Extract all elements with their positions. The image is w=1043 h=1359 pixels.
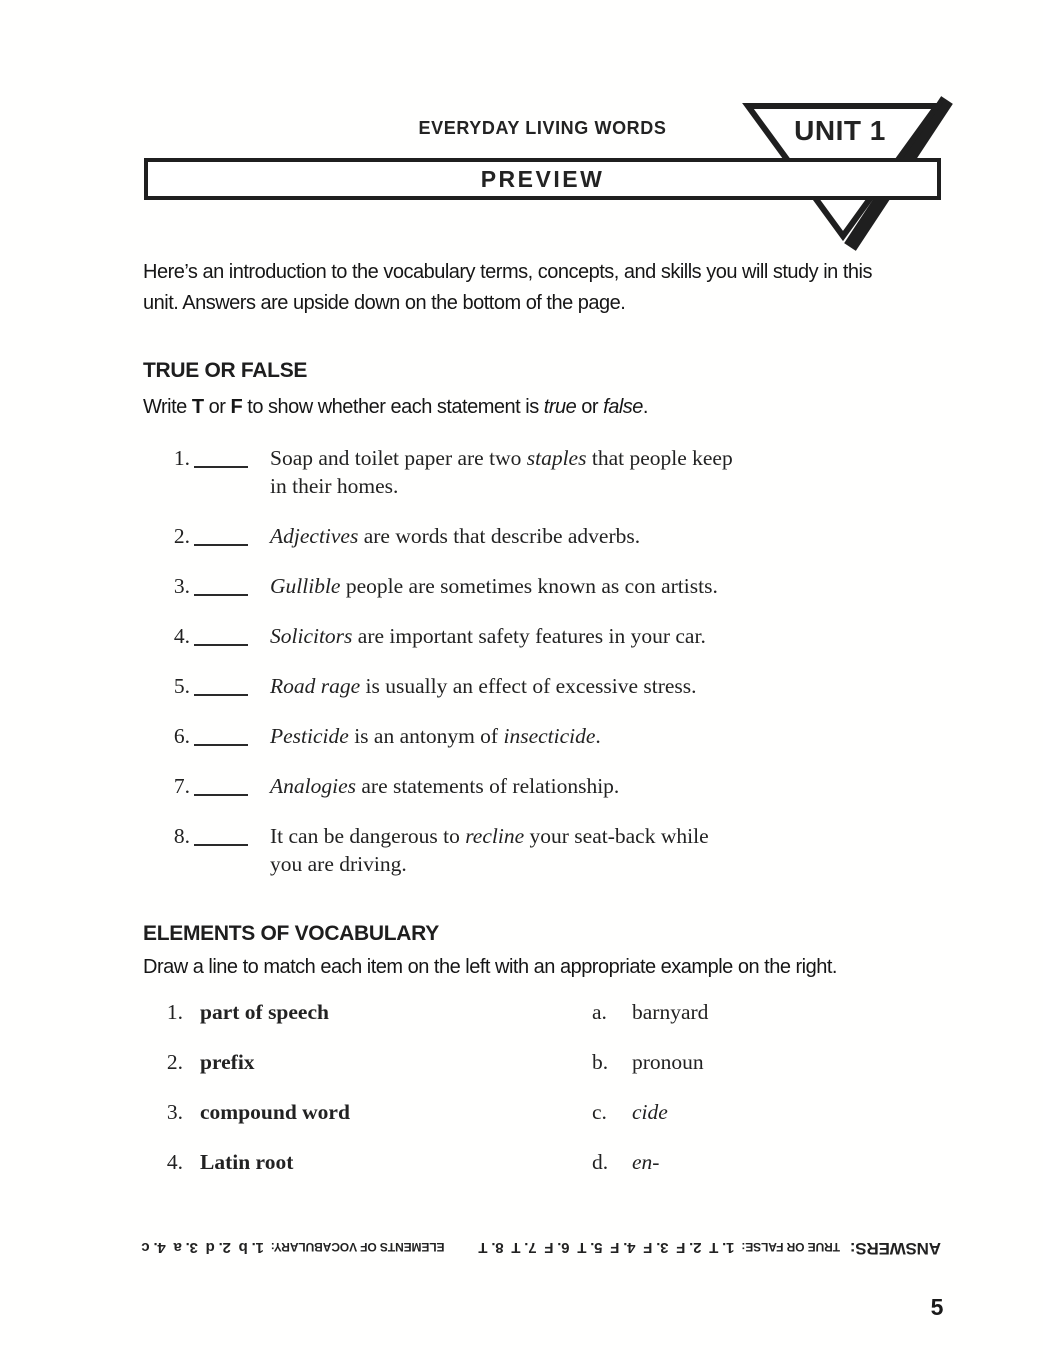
statement-line xyxy=(270,822,709,850)
preview-banner xyxy=(144,158,941,200)
statement-text xyxy=(270,622,706,650)
text-segment: Write xyxy=(143,396,192,418)
item-number: 1. xyxy=(173,446,190,470)
answer-blank xyxy=(194,622,248,646)
text-segment: F xyxy=(230,396,243,418)
answer-blank xyxy=(194,672,248,696)
term-label: compound word xyxy=(200,1100,350,1124)
answer-blank xyxy=(194,444,248,468)
text-segment: you are driving. xyxy=(270,852,407,876)
statement-line xyxy=(270,522,640,550)
true-false-item xyxy=(143,444,923,500)
banner-title: PREVIEW xyxy=(480,165,605,192)
term-number: 2. xyxy=(166,1050,183,1074)
answers-line xyxy=(141,1226,941,1258)
text-segment: or xyxy=(203,396,231,418)
answers-section-label: TRUE OR FALSE: xyxy=(741,1240,841,1254)
term-label: prefix xyxy=(200,1050,255,1074)
example-label: en- xyxy=(632,1150,660,1174)
item-number: 7. xyxy=(173,774,190,798)
statement-text xyxy=(270,672,697,700)
statement-line xyxy=(270,772,619,800)
statement-text xyxy=(270,572,718,600)
text-segment: true xyxy=(543,396,577,418)
text-segment: Adjectives xyxy=(270,524,359,548)
series-title: EVERYDAY LIVING WORDS xyxy=(418,118,667,138)
statement-line xyxy=(270,722,601,750)
true-false-instruction xyxy=(143,396,648,419)
text-segment: are important safety features in your car. xyxy=(352,624,706,648)
text-segment: It can be dangerous to xyxy=(270,824,466,848)
item-number: 4. xyxy=(173,624,190,648)
text-segment: . xyxy=(642,396,648,418)
example-label: barnyard xyxy=(632,1000,709,1024)
text-segment: Road rage xyxy=(270,674,361,698)
statement-line xyxy=(270,444,733,472)
example-letter: c. xyxy=(592,1100,607,1124)
true-false-item xyxy=(143,672,923,700)
answer-blank xyxy=(194,572,248,596)
match-list xyxy=(143,1000,863,1200)
term-label: Latin root xyxy=(200,1150,294,1174)
item-number: 2. xyxy=(173,524,190,548)
example-label: cide xyxy=(632,1100,668,1124)
term-number: 1. xyxy=(166,1000,183,1024)
answer-blank xyxy=(194,822,248,846)
text-segment: your seat-back while xyxy=(524,824,709,848)
answers-label: ANSWERS: xyxy=(850,1239,941,1258)
text-segment: to show whether each statement is xyxy=(242,396,544,418)
match-row xyxy=(143,1150,863,1176)
true-false-item xyxy=(143,822,923,878)
text-segment: people are sometimes known as con artists. xyxy=(340,574,718,598)
term-label: part of speech xyxy=(200,1000,329,1024)
answers-section-values: 1. T 2. F 3. F 4. F 5. T 6. F 7. T 8. T xyxy=(478,1239,735,1256)
true-false-item xyxy=(143,572,923,600)
vocabulary-instruction: Draw a line to match each item on the left with an appropriate example on the right. xyxy=(143,956,837,978)
statement-text xyxy=(270,522,640,550)
text-segment: are words that describe adverbs. xyxy=(358,524,641,548)
text-segment: T xyxy=(191,396,204,418)
match-row xyxy=(143,1100,863,1126)
text-segment: in their homes. xyxy=(270,474,399,498)
statement-line xyxy=(270,850,709,878)
text-segment: . xyxy=(595,724,601,748)
statement-line xyxy=(270,672,697,700)
page-number: 5 xyxy=(930,1294,944,1320)
true-false-item xyxy=(143,722,923,750)
item-number: 8. xyxy=(173,824,190,848)
statement-line xyxy=(270,572,718,600)
answer-blank xyxy=(194,722,248,746)
statement-line xyxy=(270,472,733,500)
statement-text xyxy=(270,444,733,500)
text-segment: insecticide xyxy=(503,724,596,748)
item-number: 6. xyxy=(173,724,190,748)
item-number: 5. xyxy=(173,674,190,698)
example-letter: a. xyxy=(592,1000,607,1024)
statement-text xyxy=(270,722,601,750)
text-segment: staples xyxy=(526,446,587,470)
match-row xyxy=(143,1000,863,1026)
text-segment: Pesticide xyxy=(270,724,349,748)
answer-blank xyxy=(194,772,248,796)
statement-text xyxy=(270,772,619,800)
true-false-item xyxy=(143,772,923,800)
text-segment: Soap and toilet paper are two xyxy=(270,446,527,470)
text-segment: is an antonym of xyxy=(348,724,504,748)
true-false-item xyxy=(143,522,923,550)
text-segment: recline xyxy=(465,824,525,848)
answer-blank xyxy=(194,522,248,546)
statement-line xyxy=(270,622,706,650)
text-segment: false xyxy=(603,396,643,418)
match-row xyxy=(143,1050,863,1076)
answers-section-values: 1. b 2. d 3. a 4. c xyxy=(141,1239,264,1256)
answers-section-label: ELEMENTS OF VOCABULARY: xyxy=(270,1240,445,1254)
vocabulary-heading: ELEMENTS OF VOCABULARY xyxy=(143,922,439,945)
text-segment: or xyxy=(576,396,604,418)
text-segment: that people keep xyxy=(586,446,733,470)
term-number: 3. xyxy=(166,1100,183,1124)
item-number: 3. xyxy=(173,574,190,598)
text-segment: Gullible xyxy=(270,574,341,598)
true-false-item xyxy=(143,622,923,650)
text-segment: are statements of relationship. xyxy=(356,774,620,798)
example-letter: d. xyxy=(592,1150,609,1174)
example-label: pronoun xyxy=(632,1050,704,1074)
term-number: 4. xyxy=(166,1150,183,1174)
true-false-heading: TRUE OR FALSE xyxy=(143,359,308,382)
text-segment: Analogies xyxy=(270,774,356,798)
statement-text xyxy=(270,822,709,878)
text-segment: Solicitors xyxy=(270,624,353,648)
example-letter: b. xyxy=(592,1050,609,1074)
text-segment: is usually an effect of excessive stress. xyxy=(360,674,697,698)
intro-paragraph: Here’s an introduction to the vocabulary terms, concepts, and skills you will study in this unit. Answers are upside down on the bottom of the page. xyxy=(143,261,872,314)
true-false-list xyxy=(143,444,923,900)
unit-label: UNIT 1 xyxy=(794,115,886,146)
